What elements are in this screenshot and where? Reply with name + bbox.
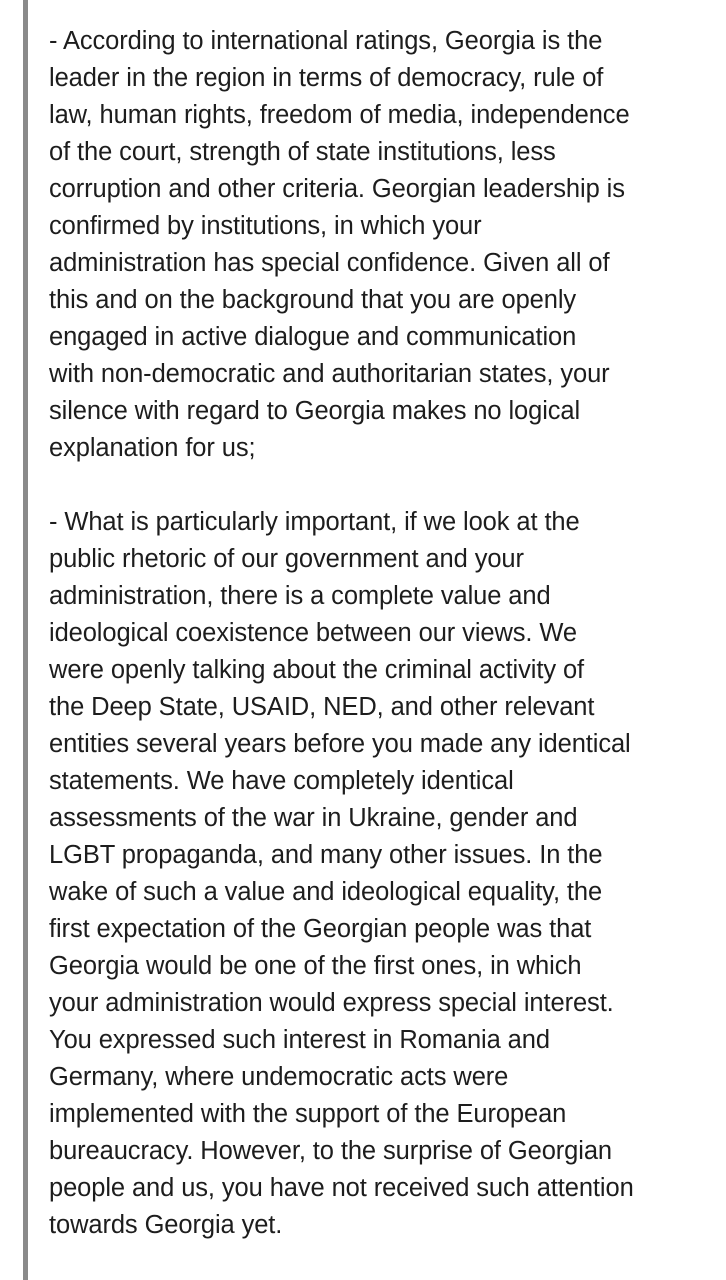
paragraph-ideology: - What is particularly important, if we look at the public rhetoric of our government and your administration, there is a complete value and ideological coexistence between our views. We were openly talking about the criminal activity of the Deep State, USAID, NED, and other relevant entities several years before you made any identical statements. We have completely identical assessments of the war in Ukraine, gender and LGBT propaganda, and many other issues. In the wake of such a value and ideological equality, the first expectation of the Georgian people was that Georgia would be one of the first ones, in which your administration would express special interest. You expressed such interest in Romania and Germany, where undemocratic acts were implemented with the support of the European bureaucracy. However, to the surprise of Georgian people and us, you have not received such attention towards Georgia yet.	[49, 508, 634, 1239]
quote-bar	[23, 0, 28, 1280]
message-body	[49, 23, 721, 1244]
paragraph-ratings: - According to international ratings, Georgia is the leader in the region in terms of democracy, rule of law, human rights, freedom of media, independence of the court, strength of state institutions, less corruption and other criteria. Georgian leadership is confirmed by institutions, in which your administration has special confidence. Given all of this and on the background that you are openly engaged in active dialogue and communication with non-democratic and authoritarian states, your silence with regard to Georgia makes no logical explanation for us;	[49, 27, 630, 462]
